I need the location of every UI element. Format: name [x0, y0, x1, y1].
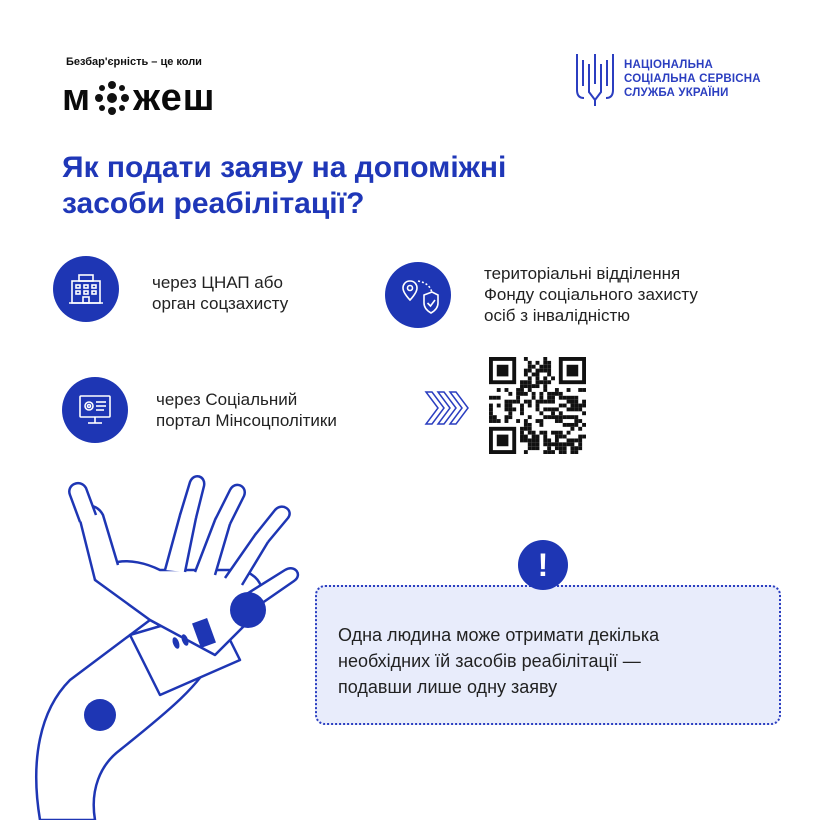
- option-portal-line-1: через Соціальний: [156, 390, 298, 409]
- title-line-1: Як подати заяву на допоміжні: [62, 151, 507, 184]
- notice-text: [338, 622, 768, 700]
- notice-line-2: необхідних їй засобів реабілітації —: [338, 651, 641, 671]
- option-portal-line-2: портал Мінсоцполітики: [156, 411, 337, 430]
- exclamation-icon: !: [518, 540, 568, 590]
- title-line-2: засоби реабілітації?: [62, 187, 365, 220]
- computer-settings-icon: [62, 377, 128, 443]
- org-name: [624, 58, 761, 100]
- option-portal: [156, 389, 337, 431]
- org-line-1: НАЦІОНАЛЬНА: [624, 59, 714, 71]
- org-line-2: СОЦІАЛЬНА СЕРВІСНА: [624, 73, 761, 85]
- dots-logo-icon: [92, 78, 132, 118]
- option-cnap-line-2: орган соцзахисту: [152, 294, 289, 313]
- option-fund-line-3: осіб з інвалідністю: [484, 306, 630, 325]
- org-line-3: СЛУЖБА УКРАЇНИ: [624, 87, 729, 99]
- brand-suffix: жеш: [133, 77, 216, 119]
- building-icon: [53, 256, 119, 322]
- nssu-logo: [574, 50, 761, 108]
- location-shield-icon: [385, 262, 451, 328]
- option-cnap: [152, 272, 288, 314]
- page-title: [62, 150, 702, 222]
- option-fund: [484, 263, 698, 326]
- qr-code-image[interactable]: [489, 357, 586, 454]
- tagline: Безбар'єрність – це коли: [66, 56, 202, 68]
- notice-line-1: Одна людина може отримати декілька: [338, 625, 660, 645]
- option-fund-line-2: Фонду соціального захисту: [484, 285, 698, 304]
- notice-line-3: подавши лише одну заяву: [338, 677, 558, 697]
- brand-logo: [62, 76, 215, 120]
- option-cnap-line-1: через ЦНАП або: [152, 273, 283, 292]
- trident-emblem-icon: [574, 50, 616, 108]
- chevrons-right-icon: [424, 388, 470, 428]
- option-fund-line-1: територіальні відділення: [484, 264, 681, 283]
- brand-prefix: м: [62, 77, 92, 119]
